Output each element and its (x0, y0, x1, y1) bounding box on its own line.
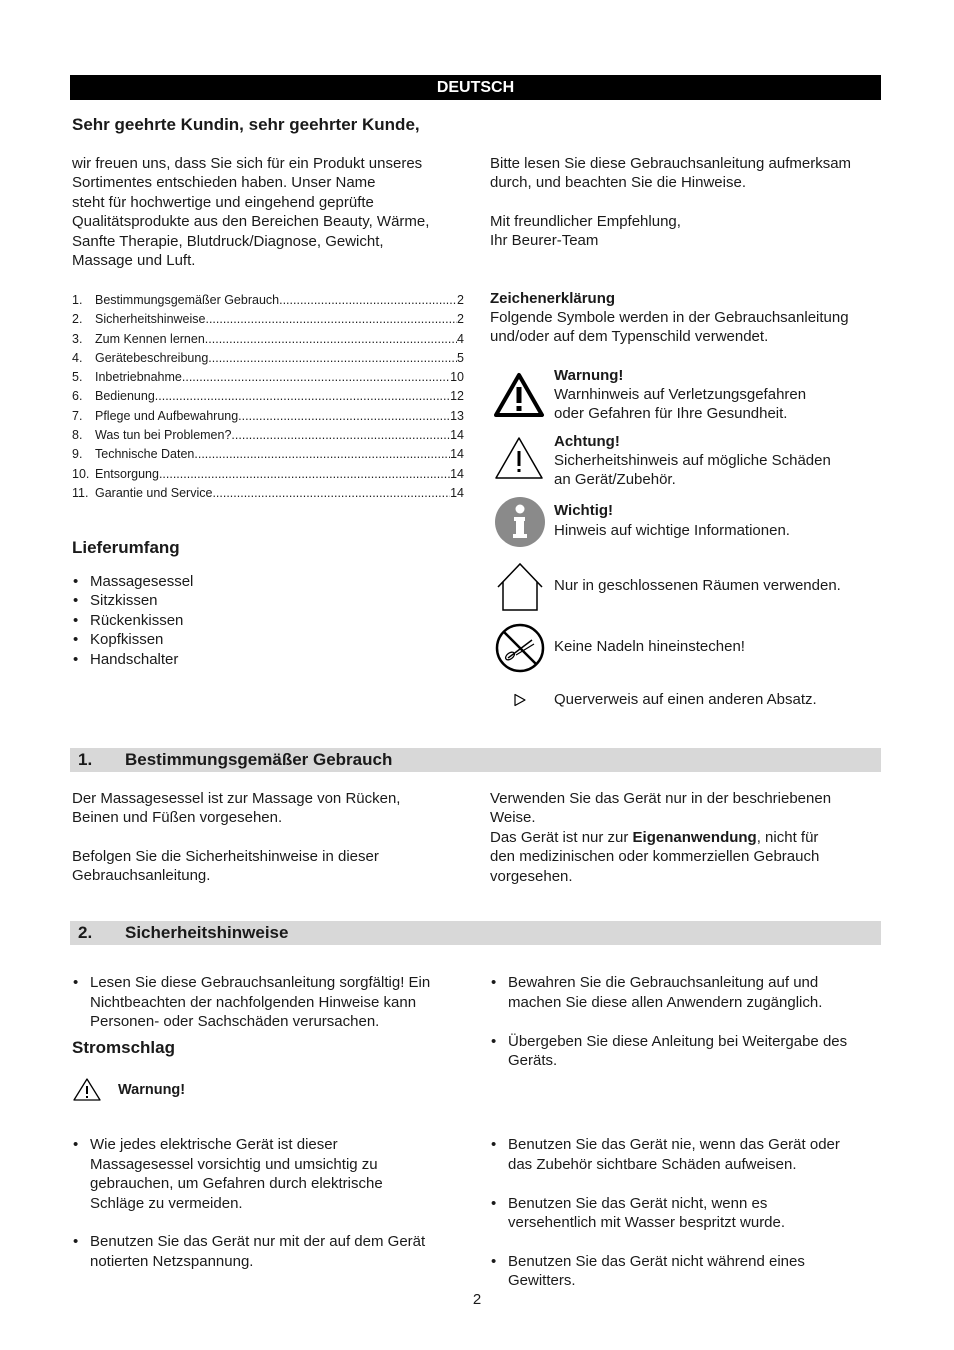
symbol-text-indoor: Nur in geschlossenen Räumen verwenden. (554, 577, 841, 594)
toc-number: 10. (72, 466, 90, 481)
lieferumfang-heading: Lieferumfang (72, 538, 180, 557)
emphasis-text: Eigenanwendung (632, 829, 757, 846)
toc-leader (159, 465, 450, 484)
list-item: • Massagesessel (72, 572, 452, 591)
toc-leader (279, 291, 457, 310)
list-item: • Handschalter (72, 650, 452, 669)
list-item: • Benutzen Sie das Gerät nur mit der auf dem Gerät notierten Netzspannung. (72, 1232, 472, 1271)
cross-reference-triangle-icon (513, 693, 527, 707)
toc-title: Zum Kennen lernen (95, 331, 205, 346)
signoff-text: Mit freundlicher Empfehlung, Ihr Beurer-Team (490, 213, 681, 250)
list-item: • Kopfkissen (72, 630, 452, 649)
toc-leader (205, 310, 457, 329)
toc-number: 6. (72, 389, 83, 404)
toc-page: 5 (457, 350, 464, 365)
list-item: • Wie jedes elektrische Gerät ist dieser Massagesessel vorsichtig und umsichtig zu gebrauchen, um Gefahren durch elektrische Schläge zu vermeiden. (72, 1135, 472, 1213)
symbols-heading: Zeichenerklärung (490, 290, 616, 307)
toc-page: 2 (457, 293, 464, 307)
toc-number: 11. (72, 485, 89, 500)
toc-title: Bedienung (95, 389, 155, 404)
toc-page: 12 (450, 389, 464, 404)
toc-number: 8. (72, 428, 83, 443)
list-item: • Sitzkissen (72, 591, 452, 610)
no-needles-icon (494, 622, 546, 674)
toc-page: 13 (450, 408, 464, 423)
list-item: • Benutzen Sie das Gerät nie, wenn das Gerät oder das Zubehör sichtbare Schäden aufweisen. (490, 1135, 890, 1174)
toc-number: 3. (72, 331, 83, 346)
toc-title: Sicherheitshinweise (95, 312, 206, 327)
stromschlag-right-list (490, 1116, 890, 1310)
toc-row[interactable] (72, 310, 464, 329)
toc-row[interactable] (72, 387, 464, 406)
list-item: • Benutzen Sie das Gerät nicht, wenn es versehentlich mit Wasser bespritzt wurde. (490, 1194, 890, 1233)
toc-page: 4 (457, 331, 464, 346)
symbol-text-cross-reference: Querverweis auf einen anderen Absatz. (554, 691, 817, 708)
greeting-heading: Sehr geehrte Kundin, sehr geehrter Kunde, (72, 115, 420, 134)
intro-right-text: Bitte lesen Sie diese Gebrauchsanleitung aufmerksam durch, und beachten Sie die Hinweise. (490, 155, 852, 192)
toc-leader (238, 407, 450, 426)
section-1-left-p1: Der Massagesessel ist zur Massage von Rücken, Beinen und Füßen vorgesehen. (72, 790, 401, 827)
toc-row[interactable] (72, 465, 464, 484)
toc-page: 14 (450, 466, 464, 481)
toc-leader (205, 330, 457, 349)
toc-page: 2 (457, 312, 464, 327)
toc-leader (231, 426, 450, 445)
toc-page: 14 (450, 485, 464, 500)
page-number: 2 (472, 1291, 482, 1308)
table-of-contents (72, 291, 464, 503)
list-item: • Lesen Sie diese Gebrauchsanleitung sorgfältig! Ein Nichtbeachten der nachfolgenden Hinweise kann Personen- oder Sachschäden verursachen. (72, 973, 472, 1031)
toc-leader (212, 484, 450, 503)
toc-row[interactable] (72, 407, 464, 426)
toc-leader (182, 368, 450, 387)
symbol-label-warnung: Warnung! (554, 367, 624, 384)
toc-title: Inbetriebnahme (95, 370, 182, 385)
toc-row[interactable] (72, 330, 464, 349)
section-1-right-p1: Verwenden Sie das Gerät nur in der beschriebenen Weise. (490, 790, 832, 827)
symbol-text-wichtig: Hinweis auf wichtige Informationen. (554, 522, 790, 539)
section-number: 2. (78, 923, 93, 942)
symbol-label-wichtig: Wichtig! (554, 502, 614, 519)
info-circle-icon (494, 496, 546, 548)
house-icon (494, 561, 546, 613)
warning-triangle-bold-icon (493, 372, 545, 418)
list-item: • Übergeben Sie diese Anleitung bei Weitergabe des Geräts. (490, 1032, 890, 1071)
text-fragment: Das Gerät ist nur zur (490, 829, 633, 846)
toc-leader (194, 445, 450, 464)
language-header: DEUTSCH (70, 75, 881, 100)
lieferumfang-list (72, 572, 452, 669)
warning-icon (72, 1077, 102, 1102)
toc-page: 14 (450, 447, 464, 462)
toc-number: 1. (72, 293, 83, 307)
list-item: • Benutzen Sie das Gerät nicht während eines Gewitters. (490, 1252, 890, 1291)
toc-row[interactable] (72, 445, 464, 464)
section-2-right-list (490, 954, 890, 1090)
toc-title: Gerätebeschreibung (95, 350, 209, 365)
symbol-text-no-needles: Keine Nadeln hineinstechen! (554, 638, 745, 655)
section-1-header (70, 748, 881, 772)
toc-title: Was tun bei Problemen? (95, 428, 232, 443)
toc-number: 9. (72, 447, 83, 462)
toc-row[interactable] (72, 484, 464, 503)
section-1-left-p2: Befolgen Sie die Sicherheitshinweise in dieser Gebrauchsanleitung. (72, 848, 379, 885)
toc-title: Garantie und Service (95, 485, 213, 500)
toc-row[interactable] (72, 291, 464, 310)
section-2-left-list (72, 954, 472, 1051)
toc-title: Entsorgung (95, 466, 159, 481)
toc-page: 10 (450, 370, 464, 385)
toc-title: Technische Daten (95, 447, 195, 462)
stromschlag-warning-label: Warnung! (118, 1082, 186, 1098)
caution-triangle-icon (493, 435, 545, 481)
section-number: 1. (78, 750, 93, 769)
list-item: • Bewahren Sie die Gebrauchsanleitung auf und machen Sie diese allen Anwendern zugänglich. (490, 973, 890, 1012)
toc-number: 2. (72, 312, 83, 327)
toc-row[interactable] (72, 349, 464, 368)
toc-number: 7. (72, 408, 83, 423)
toc-number: 4. (72, 350, 83, 365)
symbols-intro: Folgende Symbole werden in der Gebrauchsanleitung und/oder auf dem Typenschild verwendet. (490, 309, 849, 346)
toc-leader (208, 349, 457, 368)
stromschlag-heading: Stromschlag (72, 1038, 175, 1057)
symbol-label-achtung: Achtung! (554, 433, 620, 450)
toc-row[interactable] (72, 426, 464, 445)
section-title: Bestimmungsgemäßer Gebrauch (125, 750, 393, 769)
toc-page: 14 (450, 428, 464, 443)
toc-row[interactable] (72, 368, 464, 387)
toc-leader (155, 387, 450, 406)
symbol-text-achtung: Sicherheitshinweis auf mögliche Schäden an Gerät/Zubehör. (554, 452, 831, 489)
section-title: Sicherheitshinweise (125, 923, 289, 942)
section-1-right-p2 (490, 828, 890, 886)
toc-title: Pflege und Aufbewahrung (95, 408, 239, 423)
toc-number: 5. (72, 370, 83, 385)
intro-left-text: wir freuen uns, dass Sie sich für ein Produkt unseres Sortimentes entschieden haben. Unser Name steht für hochwertige und eingehend geprüfte Qualitätsprodukte aus den Bereichen Beauty, Wärme, Sanfte Therapie, Blutdruck/Diagnose, Gewicht, Massage und Luft. (72, 155, 430, 270)
toc-title: Bestimmungsgemäßer Gebrauch (95, 293, 280, 307)
stromschlag-left-list (72, 1116, 472, 1291)
list-item: • Rückenkissen (72, 611, 452, 630)
symbol-text-warnung: Warnhinweis auf Verletzungsgefahren oder Gefahren für Ihre Gesundheit. (554, 386, 807, 423)
text-fragment: , nicht für den medizinischen oder kommerziellen Gebrauch vorgesehen. (490, 829, 820, 885)
section-2-header (70, 921, 881, 945)
